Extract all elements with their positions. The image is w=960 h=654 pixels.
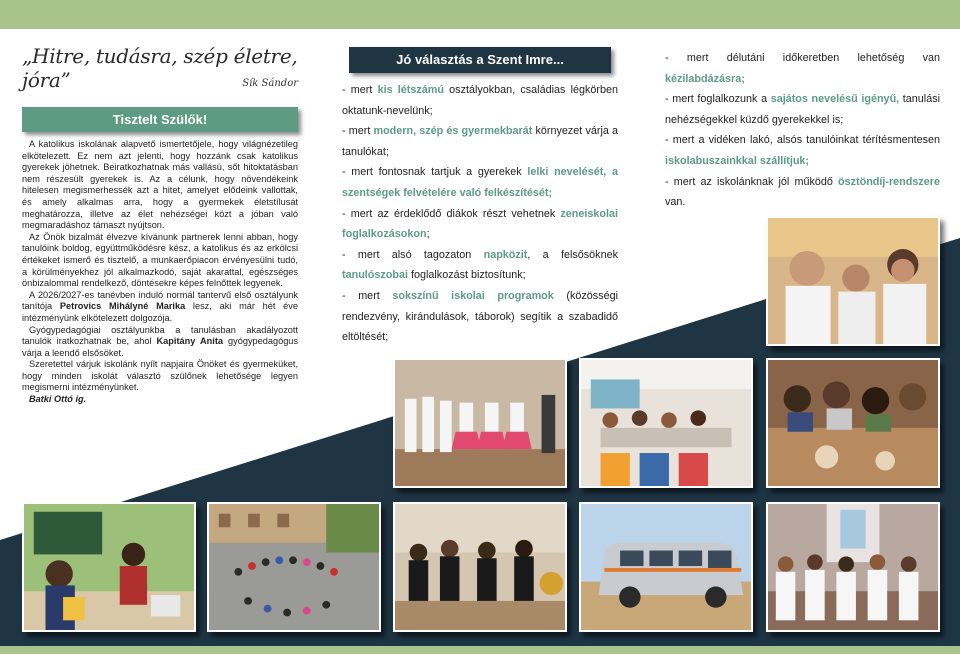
reasons-list	[342, 80, 618, 348]
reason-item: - mert sokszínű iskolai programok (közösségi rendezvény, kirándulások, táborok) segítik a szabadidő eltöltését;	[342, 289, 619, 344]
photo-folk-dance-performance	[393, 358, 567, 488]
reason-item: - mert modern, szép és gyermekbarát környezet várja a tanulókat;	[342, 125, 618, 158]
photo-school-band	[393, 502, 567, 632]
signature: Batki Ottó ig.	[29, 394, 87, 405]
letter-paragraph-1: A katolikus iskolának alapvető ismertetőjele, hogy világnézetileg elkötelezett. Ez nem azt jelenti, hogy hozzánk csak katolikus gyerekek jöhetnek. Beiratkozhatnak más vallású, sőt hitoktatásban nem részesült gyerekek is. Az a célunk, hogy növendékeink hitelesen megismerhessék azt a hitet, amelyet elődeink vallottak, és amely alkalmas arra, hogy a gyermekek életstílusát meghatározza, illetve az élet nehézségei közt a jóban való megmaradáshoz támaszt nyújtson.	[22, 139, 298, 231]
principal-letter	[22, 139, 298, 406]
letter-paragraph-2: Az Önök bizalmát élvezve kívánunk partnerek lenni abban, hogy tanulóink boldog, együttműködésre kész, a katolikus és az erkölcsi értékeket ismerő és tisztelő, a munkaerőpiacon érvényesülni tudó, a körülményekhez jól alkalmazkodó, saját akarattal, egészséges önbizalommal rendelkező, döntésekre képes felnőttek legyenek.	[22, 231, 298, 289]
reasons-list-continued	[665, 48, 940, 213]
reason-item: - mert az iskolánknak jól működő ösztöndíj-rendszere van.	[665, 175, 940, 209]
reason-item: - mert fontosnak tartjuk a gyerekek lelki nevelését, a szentségek felvételére való felkészítését;	[342, 166, 618, 199]
letter-paragraph-3: A 2026/2027-es tanévben induló normál tantervű első osztályunk tanítója Petrovics Mihályné Marika lesz, aki már hét éve intézményünk elkötelezett dolgozója.	[22, 289, 298, 323]
photo-schoolyard-assembly	[207, 502, 381, 632]
reason-item: - mert kis létszámú osztályokban, családias légkörben oktatunk-nevelünk;	[342, 84, 618, 117]
photo-church-ceremony	[766, 502, 940, 632]
photo-school-bus	[579, 502, 753, 632]
reason-item: - mert az érdeklődő diákok részt vehetnek zeneiskolai foglalkozásokon;	[342, 207, 618, 241]
bottom-color-band	[0, 646, 960, 654]
photo-crafts-workshop	[766, 358, 940, 488]
reason-item: - mert alsó tagozaton napközit, a felsősöknek tanulószobai foglalkozást biztosítunk;	[342, 248, 618, 282]
photo-students-portrait	[766, 216, 940, 346]
motto-quote: „Hitre, tudásra, szép életre, jóra”	[22, 44, 298, 92]
quote-author: Sík Sándor	[242, 78, 298, 89]
special-teacher-name: Kapitány Anita	[156, 336, 223, 347]
reasons-heading: Jó választás a Szent Imre...	[349, 47, 611, 73]
reason-item: - mert foglalkozunk a sajátos nevelésű igényű, tanulási nehézségekkel küzdő gyerekekkel is;	[665, 93, 941, 126]
photo-classroom-teacher	[22, 502, 196, 632]
letter-paragraph-4: Gyógypedagógiai osztályunkba a tanulásban akadályozott tanulók iratkozhatnak be, ahol Kapitány Anita gyógypedagógus várja a leendő elsősöket.	[22, 324, 299, 358]
reason-item: - mert a vidéken lakó, alsós tanulóinkat térítésmentesen iskolabuszainkkal szállítjuk;	[665, 134, 940, 167]
teacher-name: Petrovics Mihályné Marika	[59, 301, 186, 312]
reason-item: - mert délutáni időkeretben lehetőség van kézilabdázásra;	[665, 52, 940, 85]
photo-classroom-lunch	[579, 358, 753, 488]
greeting-heading: Tisztelt Szülők!	[22, 107, 298, 132]
letter-paragraph-5: Szeretettel várjuk iskolánk nyílt napjaira Önöket és gyermeküket, hogy minden iskolát választó szülőnek lehetősége legyen megismerni intézményünket.	[22, 359, 298, 393]
